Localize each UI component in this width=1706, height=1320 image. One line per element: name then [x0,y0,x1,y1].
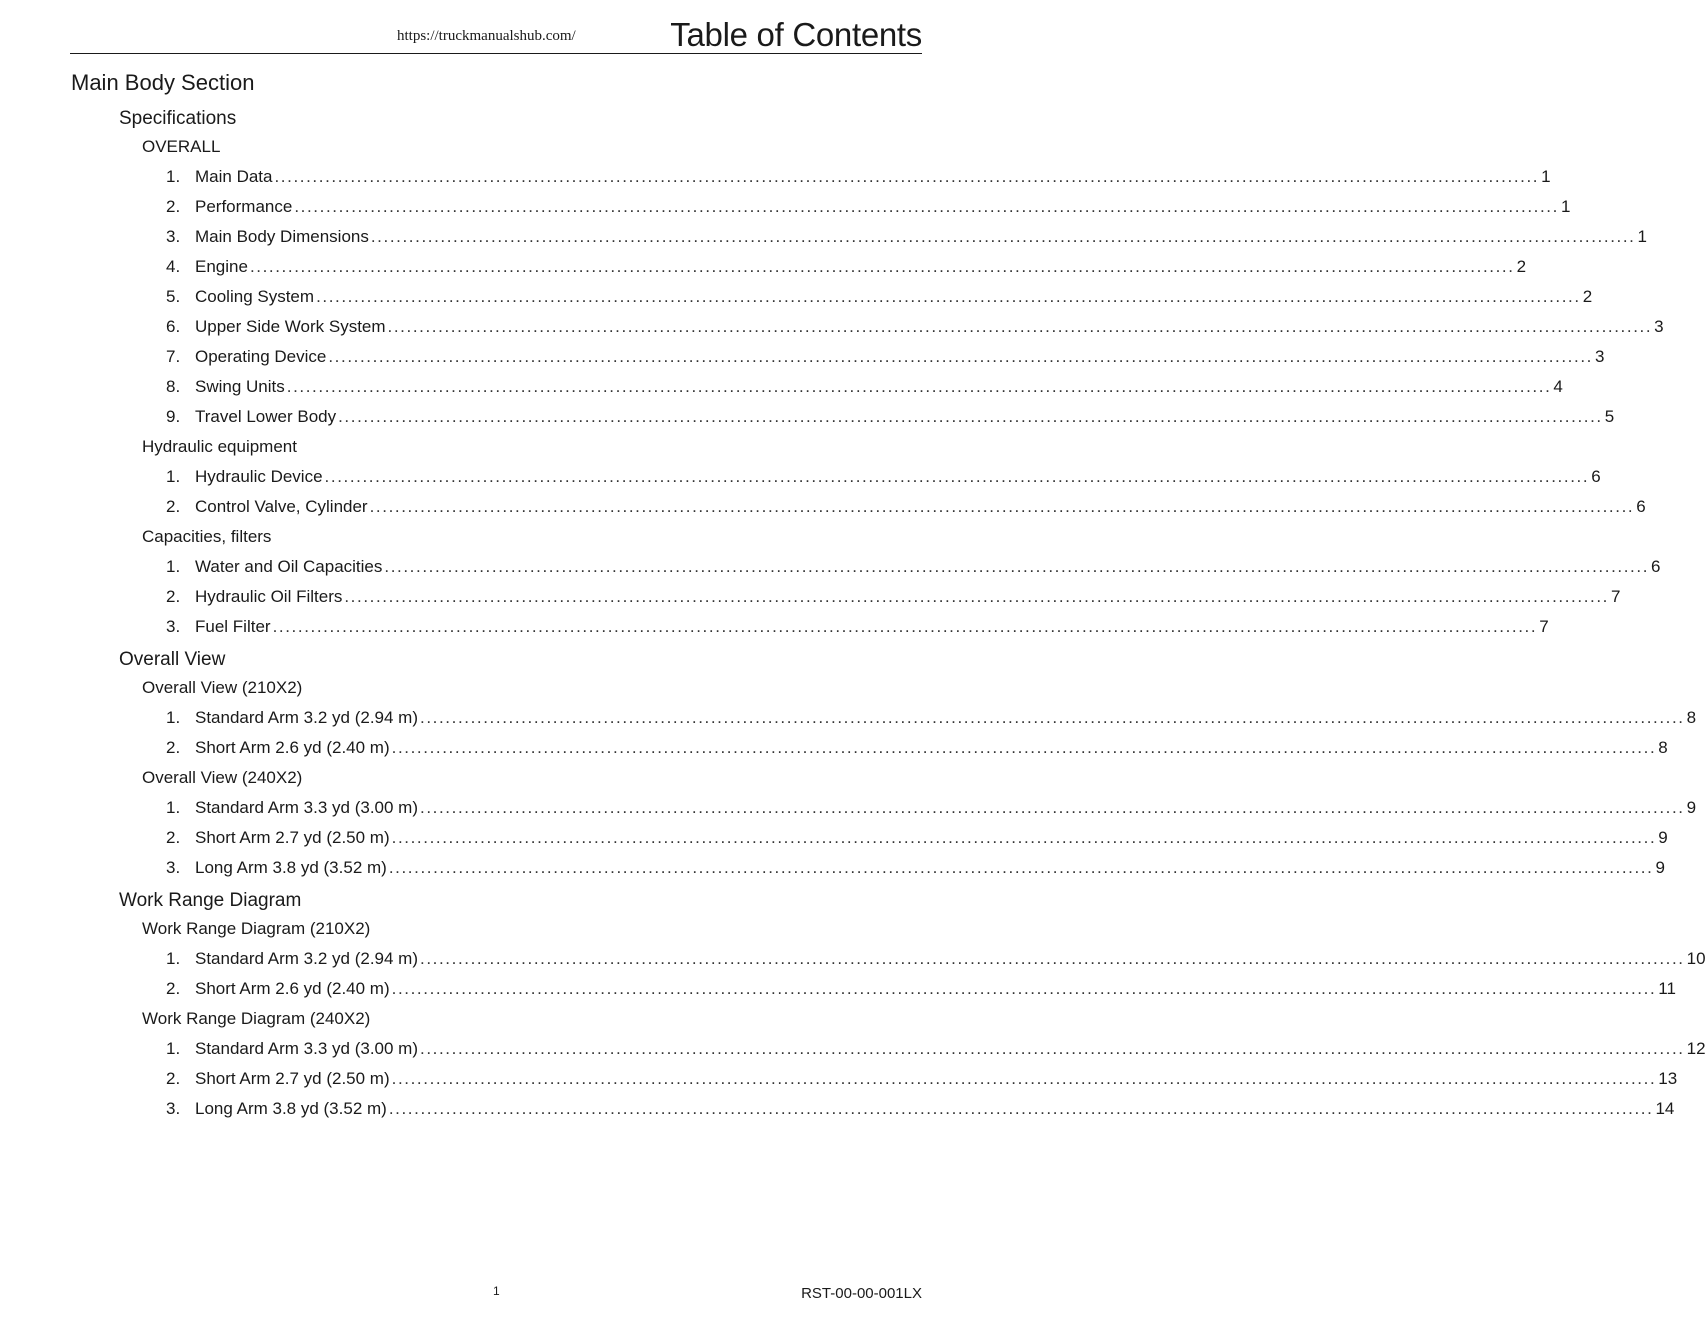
document-code: RST-00-00-001LX [801,1285,922,1302]
toc-entry-number: 1. [166,708,181,727]
subsection-heading[interactable]: OVERALL [142,137,221,156]
toc-entry[interactable] [166,1039,1706,1059]
dot-leader: ........................................................................................................................................................................................................ [369,497,1635,516]
toc-entry[interactable] [166,557,1661,577]
toc-entry-page: 6 [1636,497,1646,516]
toc-entry-number: 7. [166,347,181,366]
toc-entry-number: 2. [166,738,181,757]
dot-leader: ........................................................................................................................................................................................................ [420,798,1685,817]
toc-entry-label: Short Arm 2.6 yd (2.40 m) [195,979,390,998]
toc-entry[interactable] [166,858,1665,878]
toc-entry[interactable] [166,949,1706,969]
dot-leader: ........................................................................................................................................................................................................ [324,467,1590,486]
dot-leader: ........................................................................................................................................................................................................ [316,287,1581,306]
toc-entry[interactable] [166,467,1601,487]
toc-entry[interactable] [166,197,1571,217]
toc-entry-page: 9 [1655,858,1665,877]
toc-entry-label: Cooling System [195,287,315,306]
dot-leader: ........................................................................................................................................................................................................ [391,979,1657,998]
toc-entry-label: Performance [195,197,293,216]
subsection-heading[interactable]: Hydraulic equipment [142,437,297,456]
toc-entry-number: 1. [166,798,181,817]
toc-entry-number: 2. [166,497,181,516]
toc-entry-page: 12 [1686,1039,1706,1058]
toc-entry-number: 9. [166,407,181,426]
toc-entry-page: 8 [1686,708,1697,727]
toc-entry-label: Swing Units [195,377,285,396]
section-heading[interactable]: Main Body Section [71,70,255,95]
toc-entry-label: Standard Arm 3.2 yd (2.94 m) [195,949,418,968]
toc-entry-page: 14 [1655,1099,1675,1118]
toc-entry[interactable] [166,167,1551,187]
toc-entry-number: 6. [166,317,181,336]
toc-entry-label: Long Arm 3.8 yd (3.52 m) [195,858,387,877]
toc-entry[interactable] [166,1099,1675,1119]
toc-entry-number: 3. [166,617,181,636]
header-url[interactable]: https://truckmanualshub.com/ [397,28,576,44]
toc-entry[interactable] [166,407,1615,427]
dot-leader: ........................................................................................................................................................................................................ [274,167,1540,186]
dot-leader: ........................................................................................................................................................................................................ [420,708,1685,727]
toc-entry-label: Main Data [195,167,273,186]
toc-entry-page: 3 [1594,347,1605,366]
subsection-heading[interactable]: Capacities, filters [142,527,272,546]
toc-entry-number: 8. [166,377,181,396]
dot-leader: ........................................................................................................................................................................................................ [391,828,1657,847]
toc-entry[interactable] [166,377,1563,397]
toc-entry-label: Short Arm 2.7 yd (2.50 m) [195,1069,390,1088]
dot-leader: ........................................................................................................................................................................................................ [420,949,1685,968]
toc-entry-number: 3. [166,858,181,877]
toc-entry-number: 1. [166,557,181,576]
toc-entry-number: 1. [166,467,181,486]
toc-entry-page: 1 [1560,197,1571,216]
subsection-heading[interactable]: Overall View (210X2) [142,678,303,697]
toc-entry[interactable] [166,317,1664,337]
dot-leader: ........................................................................................................................................................................................................ [272,617,1538,636]
subsection-heading[interactable]: Work Range Diagram (240X2) [142,1009,371,1028]
toc-entry-number: 5. [166,287,181,306]
toc-entry-page: 1 [1541,167,1551,186]
chapter-heading[interactable]: Work Range Diagram [119,890,302,911]
toc-entry-page: 1 [1637,227,1647,246]
toc-entry-label: Fuel Filter [195,617,271,636]
dot-leader: ........................................................................................................................................................................................................ [328,347,1593,366]
toc-entry[interactable] [166,497,1646,517]
toc-entry[interactable] [166,708,1697,728]
toc-entry[interactable] [166,257,1527,277]
toc-entry-label: Upper Side Work System [195,317,386,336]
toc-entry-label: Water and Oil Capacities [195,557,383,576]
toc-entry-number: 3. [166,227,181,246]
toc-entry[interactable] [166,617,1549,637]
page-number: 1 [493,1284,500,1298]
toc-entry-page: 2 [1582,287,1593,306]
toc-entry-page: 5 [1604,407,1615,426]
toc-entry[interactable] [166,347,1605,367]
toc-entry-page: 4 [1553,377,1563,396]
toc-entry[interactable] [166,979,1676,999]
toc-entry-label: Standard Arm 3.3 yd (3.00 m) [195,798,418,817]
toc-entry-page: 7 [1539,617,1549,636]
toc-entry-page: 13 [1658,1069,1678,1088]
dot-leader: ........................................................................................................................................................................................................ [370,227,1636,246]
dot-leader: ........................................................................................................................................................................................................ [249,257,1515,276]
toc-entry-page: 9 [1686,798,1697,817]
toc-entry-page: 9 [1658,828,1668,847]
toc-entry-label: Standard Arm 3.3 yd (3.00 m) [195,1039,418,1058]
toc-entry-number: 2. [166,1069,181,1088]
toc-entry-number: 2. [166,828,181,847]
toc-entry-label: Engine [195,257,248,276]
toc-entry-label: Standard Arm 3.2 yd (2.94 m) [195,708,418,727]
toc-entry-page: 3 [1654,317,1664,336]
dot-leader: ........................................................................................................................................................................................................ [391,738,1657,757]
toc-entry-page: 6 [1651,557,1661,576]
dot-leader: ........................................................................................................................................................................................................ [388,858,1654,877]
toc-entry-label: Travel Lower Body [195,407,337,426]
toc-entry[interactable] [166,227,1647,247]
toc-entry-number: 2. [166,587,181,606]
subsection-heading[interactable]: Overall View (240X2) [142,768,303,787]
subsection-heading[interactable]: Work Range Diagram (210X2) [142,919,371,938]
toc-entry[interactable] [166,587,1621,607]
toc-entry[interactable] [166,828,1668,848]
toc-entry[interactable] [166,798,1697,818]
toc-entry-label: Short Arm 2.6 yd (2.40 m) [195,738,390,757]
toc-entry-page: 8 [1658,738,1668,757]
dot-leader: ........................................................................................................................................................................................................ [384,557,1650,576]
toc-entry-label: Control Valve, Cylinder [195,497,368,516]
toc-entry-number: 1. [166,1039,181,1058]
chapter-heading[interactable]: Overall View [119,649,226,670]
toc-entry-number: 1. [166,167,181,186]
chapter-heading[interactable]: Specifications [119,108,237,129]
toc-entry-label: Operating Device [195,347,327,366]
toc-entry-page: 11 [1658,979,1676,998]
toc-entry-page: 6 [1591,467,1601,486]
toc-entry-number: 4. [166,257,181,276]
toc-entry-label: Main Body Dimensions [195,227,369,246]
dot-leader: ........................................................................................................................................................................................................ [338,407,1603,426]
toc-entry-page: 7 [1611,587,1621,606]
toc-entry-label: Short Arm 2.7 yd (2.50 m) [195,828,390,847]
toc-entry[interactable] [166,738,1668,758]
toc-entry-number: 2. [166,979,181,998]
toc-entry-number: 1. [166,949,181,968]
toc-entry-number: 3. [166,1099,181,1118]
dot-leader: ........................................................................................................................................................................................................ [387,317,1653,336]
toc-entry-page: 2 [1516,257,1527,276]
toc-entry-label: Hydraulic Device [195,467,323,486]
dot-leader: ........................................................................................................................................................................................................ [388,1099,1654,1118]
toc-entry-page: 10 [1686,949,1706,968]
toc-entry[interactable] [166,287,1593,307]
toc-entry-number: 2. [166,197,181,216]
toc-entry[interactable] [166,1069,1678,1089]
dot-leader: ........................................................................................................................................................................................................ [391,1069,1657,1088]
page-title: Table of Contents [670,16,922,53]
toc-entry-label: Long Arm 3.8 yd (3.52 m) [195,1099,387,1118]
dot-leader: ........................................................................................................................................................................................................ [344,587,1609,606]
page-header [70,14,922,54]
dot-leader: ........................................................................................................................................................................................................ [420,1039,1685,1058]
dot-leader: ........................................................................................................................................................................................................ [286,377,1552,396]
toc-entry-label: Hydraulic Oil Filters [195,587,343,606]
dot-leader: ........................................................................................................................................................................................................ [294,197,1559,216]
